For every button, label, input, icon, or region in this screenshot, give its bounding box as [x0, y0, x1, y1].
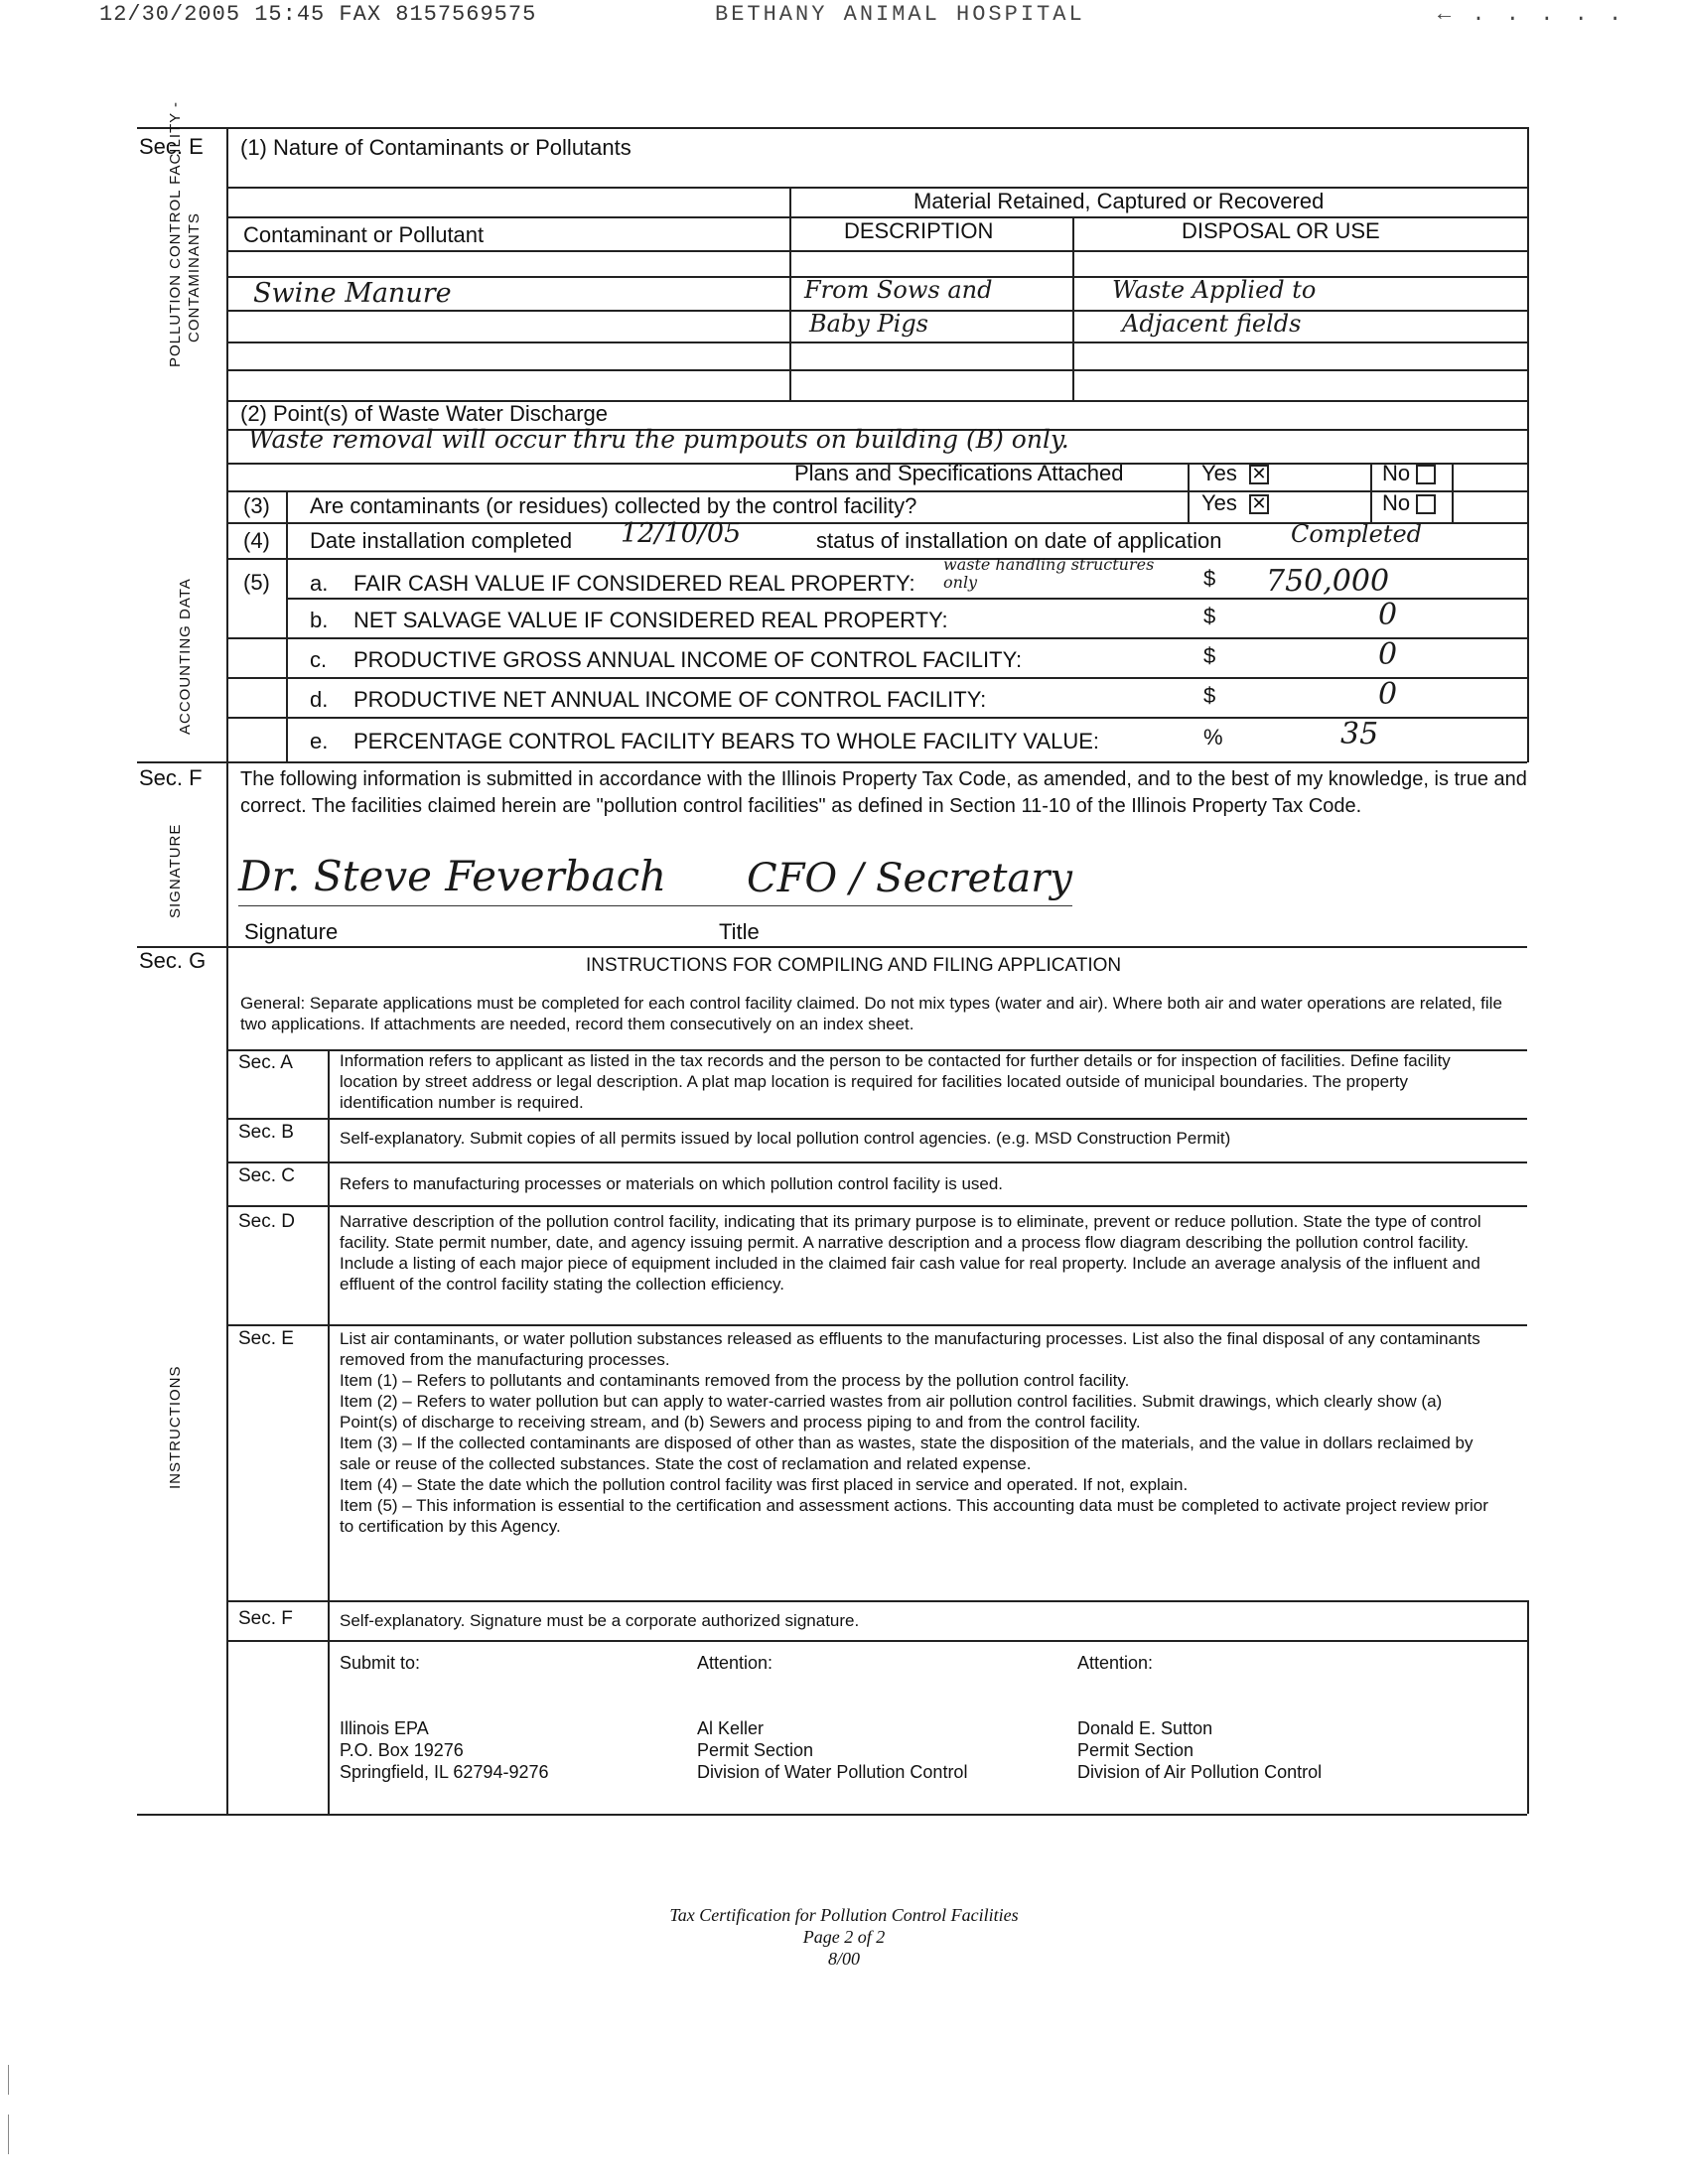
- row-letter: d.: [310, 687, 329, 712]
- row-letter: b.: [310, 608, 329, 632]
- submit-line-3: Springfield, IL 62794-9276: [340, 1762, 549, 1782]
- footer-page: Page 2 of 2: [802, 1927, 886, 1947]
- plans-label: Plans and Specifications Attached: [794, 461, 1124, 485]
- instruction-label: Sec. C: [238, 1165, 296, 1186]
- row-letter: a.: [310, 571, 329, 596]
- row-unit: $: [1203, 566, 1216, 591]
- sec-g-side-label: INSTRUCTIONS: [167, 1365, 184, 1489]
- material-header: Material Retained, Captured or Recovered: [913, 189, 1325, 213]
- row-letter: c.: [310, 647, 328, 672]
- signature-value[interactable]: Dr. Steve Feverbach: [238, 852, 667, 900]
- instruction-label: Sec. A: [238, 1052, 293, 1073]
- submit-line-2: P.O. Box 19276: [340, 1740, 464, 1760]
- row1-description: From Sows and: [804, 276, 993, 304]
- sec-g-label: Sec. G: [139, 948, 207, 973]
- row1-disposal: Waste Applied to: [1112, 276, 1317, 304]
- item1-title: (1) Nature of Contaminants or Pollutants: [240, 135, 632, 160]
- instruction-text: Information refers to applicant as listed in the tax records and the person to be contacted for further details or for inspection of facilities. Define facility location by street address or legal description. A plat map location is required for facilities located outside of municipal boundaries. The property identification number is required.: [340, 1051, 1451, 1112]
- row-unit: $: [1203, 643, 1216, 668]
- title-label: Title: [719, 919, 760, 944]
- row-label: PRODUCTIVE GROSS ANNUAL INCOME OF CONTROL FACILITY:: [353, 647, 1023, 672]
- attention2-line-1: Donald E. Sutton: [1077, 1718, 1213, 1738]
- attention1-line-2: Permit Section: [697, 1740, 814, 1760]
- item3-question: Are contaminants (or residues) collected by the control facility?: [310, 493, 917, 518]
- item4-status-value: Completed: [1291, 520, 1423, 548]
- instruction-text: Refers to manufacturing processes or materials on which pollution control facility is used.: [340, 1174, 1004, 1193]
- col-disposal-header: DISPOSAL OR USE: [1182, 218, 1380, 243]
- submit-to-label: Submit to:: [340, 1653, 421, 1673]
- fax-header-left: 12/30/2005 15:45 FAX 8157569575: [99, 2, 537, 27]
- item4-status-label: status of installation on date of application: [816, 528, 1222, 553]
- row2-description: Baby Pigs: [809, 310, 928, 338]
- instruction-label: Sec. D: [238, 1211, 296, 1232]
- row-label: FAIR CASH VALUE IF CONSIDERED REAL PROPERTY:: [353, 571, 915, 596]
- footer-date: 8/00: [827, 1949, 860, 1969]
- plans-no-label: No: [1382, 461, 1411, 485]
- item4-label: Date installation completed: [310, 528, 573, 553]
- plans-no-checkbox[interactable]: [1416, 465, 1436, 484]
- submit-line-1: Illinois EPA: [340, 1718, 429, 1738]
- row-label: PERCENTAGE CONTROL FACILITY BEARS TO WHOLE FACILITY VALUE:: [353, 729, 1100, 753]
- accounting-side-label: ACCOUNTING DATA: [177, 578, 194, 735]
- attention-label-2: Attention:: [1077, 1653, 1154, 1673]
- attention1-line-1: Al Keller: [697, 1718, 765, 1738]
- row-letter: e.: [310, 729, 329, 753]
- row-value: 0: [1378, 598, 1398, 632]
- item3-yes-label: Yes: [1201, 490, 1237, 515]
- row-label: PRODUCTIVE NET ANNUAL INCOME OF CONTROL FACILITY:: [353, 687, 987, 712]
- instruction-text: Self-explanatory. Submit copies of all permits issued by local pollution control agencies. (e.g. MSD Construction Permit): [340, 1129, 1231, 1148]
- sec-e-label: Sec. E: [139, 134, 204, 159]
- col-contaminant-header: Contaminant or Pollutant: [243, 222, 485, 247]
- sec-e-side-label-2: CONTAMINANTS: [186, 212, 203, 342]
- plans-yes-checkbox[interactable]: ✕: [1249, 465, 1269, 484]
- item5-number: (5): [243, 570, 270, 595]
- item4-number: (4): [243, 528, 270, 553]
- row-unit: $: [1203, 683, 1216, 708]
- signature-label: Signature: [244, 919, 339, 944]
- fax-header-center: BETHANY ANIMAL HOSPITAL: [715, 2, 1085, 27]
- row-unit: $: [1203, 604, 1216, 628]
- sec-f-label: Sec. F: [139, 765, 203, 790]
- item4-date-value: 12/10/05: [621, 518, 742, 549]
- row-unit: %: [1203, 725, 1223, 750]
- instruction-label: Sec. E: [238, 1328, 294, 1349]
- instructions-general: General: Separate applications must be completed for each control facility claimed. Do not mix types (water and air). Where both air and water operations are related, file two applications. If attachments are needed, record them consecutively on an index sheet.: [240, 994, 1502, 1033]
- plans-yes-label: Yes: [1201, 461, 1237, 485]
- row-value: 35: [1340, 717, 1379, 751]
- item3-yes-checkbox[interactable]: ✕: [1249, 494, 1269, 514]
- sec-f-side-label: SIGNATURE: [167, 823, 184, 918]
- row2-disposal: Adjacent fields: [1122, 310, 1302, 338]
- col-description-header: DESCRIPTION: [844, 218, 994, 243]
- attention-label-1: Attention:: [697, 1653, 773, 1673]
- sec-e-side-label-1: POLLUTION CONTROL FACILITY -: [167, 100, 184, 367]
- instruction-text: Narrative description of the pollution control facility, indicating that its primary purpose is to eliminate, prevent or reduce pollution. State the type of control facility. State permit number, date, and agency issuing permit. A narrative description and a process flow diagram describing the pollution control facility. Include a listing of each major piece of equipment included in the claimed fair cash value for real property. Include an average analysis of the influent and effluent of the control facility stating the collection efficiency.: [340, 1212, 1481, 1294]
- instruction-text: List air contaminants, or water pollution substances released as effluents to the manufacturing processes. List also the final disposal of any contaminants removed from the manufacturing processes. Item (1) – Refers to pollutants and contaminants removed from the process by the pollution control facility. Item (2) – Refers to water pollution but can apply to water-carried wastes from air pollution control facilities. Submit drawings, which clearly show (a) Point(s) of discharge to receiving stream, and (b) Sewers and process piping to and from the control facility. Item (3) – If the collected contaminants are disposed of other than as wastes, state the disposition of the materials, and the value in dollars reclaimed by sale or reuse of the collected substances. State the cost of reclamation and related expense. Item (4) – State the date which the pollution control facility was first placed in service and operated. If not, explain. Item (5) – This information is essential to the certification and assessment actions. This accounting data must be completed to activate project review prior to certification by this Agency.: [340, 1329, 1488, 1536]
- title-value[interactable]: CFO / Secretary: [747, 856, 1072, 901]
- footer-title: Tax Certification for Pollution Control Facilities: [669, 1905, 1019, 1925]
- instruction-text: Self-explanatory. Signature must be a corporate authorized signature.: [340, 1611, 860, 1630]
- item3-no-checkbox[interactable]: [1416, 494, 1436, 514]
- sec-f-statement: The following information is submitted in accordance with the Illinois Property Tax Code, as amended, and to the best of my knowledge, is true and correct. The facilities claimed herein are "pollution control facilities" as defined in Section 11-10 of the Illinois Property Tax Code.: [240, 768, 1527, 817]
- item2-discharge-value: Waste removal will occur thru the pumpouts on building (B) only.: [248, 425, 1069, 454]
- row-note: waste handling structures only: [943, 555, 1155, 592]
- item3-no-label: No: [1382, 490, 1411, 515]
- row-value: 0: [1378, 637, 1398, 672]
- item2-title: (2) Point(s) of Waste Water Discharge: [240, 401, 609, 426]
- fax-header-right: ← . . . . .: [1438, 2, 1626, 27]
- row-label: NET SALVAGE VALUE IF CONSIDERED REAL PROPERTY:: [353, 608, 948, 632]
- attention1-line-3: Division of Water Pollution Control: [697, 1762, 968, 1782]
- instruction-label: Sec. F: [238, 1608, 293, 1629]
- row1-contaminant: Swine Manure: [253, 278, 452, 309]
- attention2-line-2: Permit Section: [1077, 1740, 1194, 1760]
- item3-number: (3): [243, 493, 270, 518]
- instructions-title: INSTRUCTIONS FOR COMPILING AND FILING APPLICATION: [586, 955, 1122, 976]
- attention2-line-3: Division of Air Pollution Control: [1077, 1762, 1323, 1782]
- row-value: 750,000: [1266, 564, 1390, 599]
- row-value: 0: [1378, 677, 1398, 712]
- instruction-label: Sec. B: [238, 1122, 294, 1143]
